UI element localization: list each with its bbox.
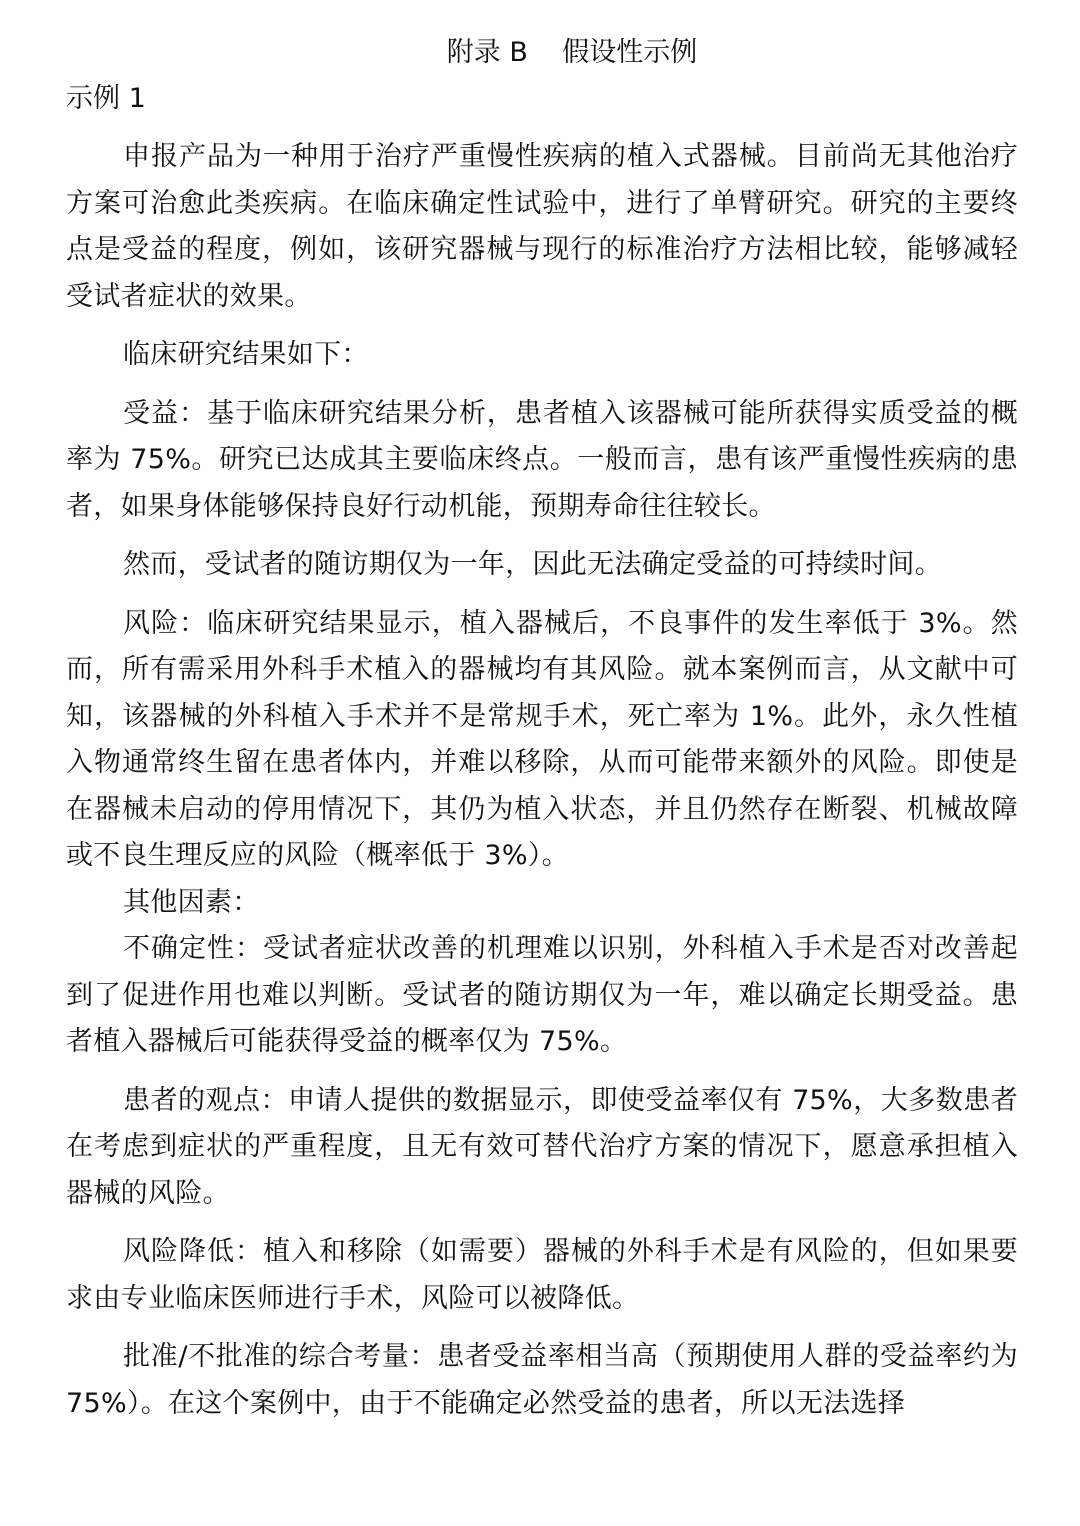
- paragraph-product-description: 申报产品为一种用于治疗严重慢性疾病的植入式器械。目前尚无其他治疗方案可治愈此类疾病。在临床确定性试验中，进行了单臂研究。研究的主要终点是受益的程度，例如，该研究器械与现行的标准治疗方法相比较，能够减轻受试者症状的效果。: [66, 141, 1018, 312]
- document-page: [66, 30, 1018, 1510]
- paragraph-benefit: 受益：基于临床研究结果分析，患者植入该器械可能所获得实质受益的概率为 75%。研究已达成其主要临床终点。一般而言，患有该严重慢性疾病的患者，如果身体能够保持良好行动机能，预期寿命往往较长。: [66, 397, 1018, 522]
- paragraph-follow-up: 然而，受试者的随访期仅为一年，因此无法确定受益的可持续时间。: [123, 549, 942, 580]
- paragraph-risk-mitigation: 风险降低：植入和移除（如需要）器械的外科手术是有风险的，但如果要求由专业临床医师进行手术，风险可以被降低。: [66, 1236, 1018, 1314]
- example-heading: 示例 1: [66, 83, 146, 114]
- paragraph-uncertainty: 不确定性：受试者症状改善的机理难以识别，外科植入手术是否对改善起到了促进作用也难以判断。受试者的随访期仅为一年，难以确定长期受益。患者植入器械后可能获得受益的概率仅为 75%。: [66, 933, 1018, 1057]
- paragraph-risk: 风险：临床研究结果显示，植入器械后，不良事件的发生率低于 3%。然而，所有需采用外科手术植入的器械均有其风险。就本案例而言，从文献中可知，该器械的外科植入手术并不是常规手术，死亡率为 1%。此外，永久性植入物通常终生留在患者体内，并难以移除，从而可能带来额外的风险。即使是在器械未启动的停用情况下，其仍为植入状态，并且仍然存在断裂、机械故障或不良生理反应的风险（概率低于 3%）。: [66, 607, 1018, 871]
- appendix-title: 附录 B 假设性示例: [446, 37, 698, 68]
- paragraph-patient-perspective: 患者的观点：申请人提供的数据显示，即使受益率仅有 75%，大多数患者在考虑到症状的严重程度，且无有效可替代治疗方案的情况下，愿意承担植入器械的风险。: [66, 1084, 1018, 1209]
- paragraph-results-intro: 临床研究结果如下：: [123, 339, 369, 370]
- paragraph-approval-considerations: 批准/不批准的综合考量：患者受益率相当高（预期使用人群的受益率约为 75%）。在这个案例中，由于不能确定必然受益的患者，所以无法选择: [66, 1341, 1018, 1419]
- paragraph-other-factors: 其他因素：: [123, 886, 260, 918]
